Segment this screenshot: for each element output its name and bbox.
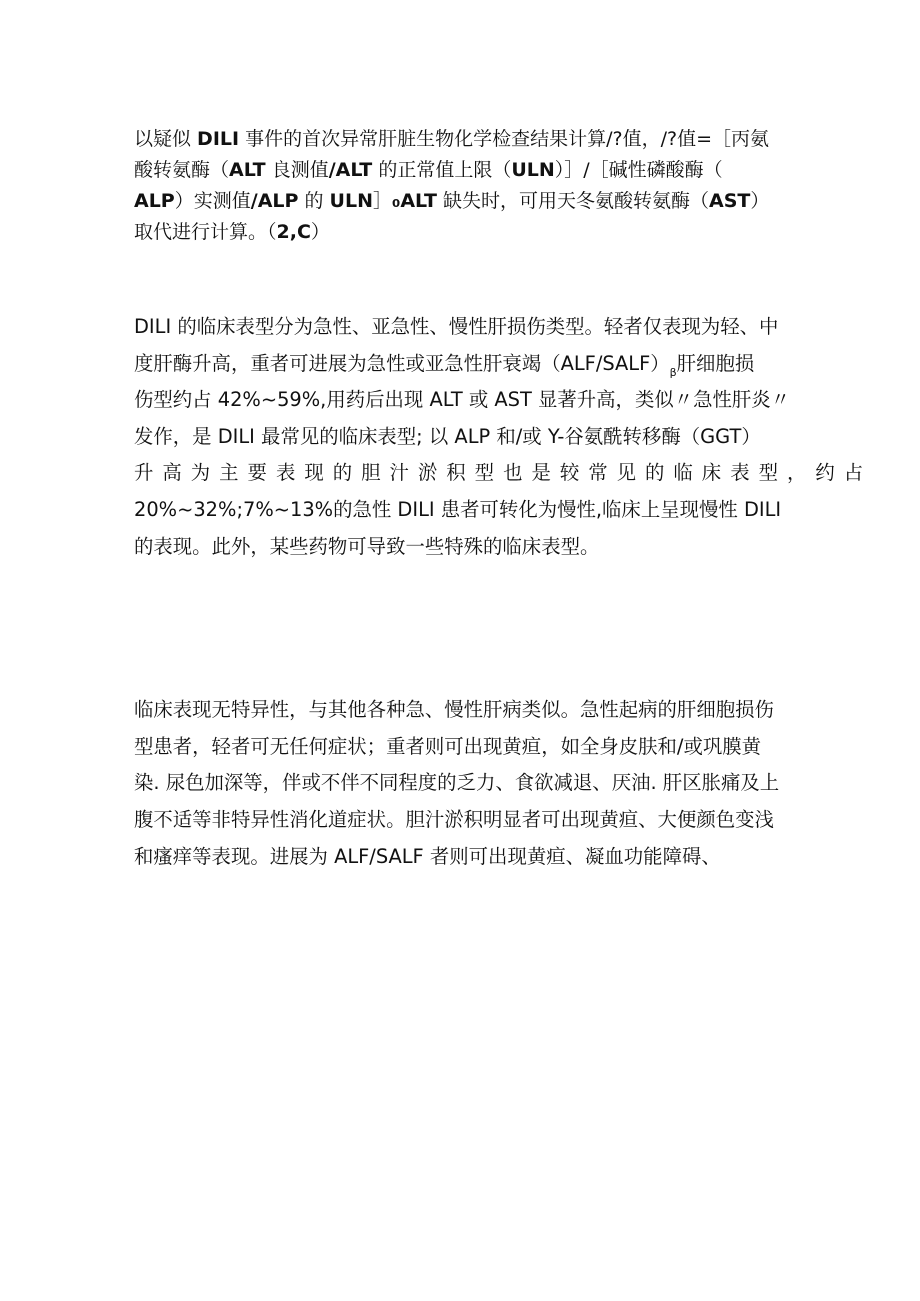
text-run: ）: [750, 190, 770, 212]
text-line: [134, 124, 794, 155]
bold-text-run: ₀ALT: [392, 190, 437, 212]
text-run: 和瘙痒等表现。进展为 ALF/SALF 者则可出现黄疸、凝血功能障碍、: [134, 844, 721, 868]
bold-text-run: ULN: [329, 190, 373, 212]
text-run: DILI 的临床表型分为急性、亚急性、慢性肝损伤类型。轻者仅表现为轻、中: [134, 315, 779, 338]
text-run: 20%~32%;7%~13%的急性 DILI 患者可转化为慢性,临床上呈现慢性 DILI: [134, 497, 782, 521]
text-line: [134, 419, 794, 456]
text-run: 的表现。此外，某些药物可导致一些特殊的临床表型。: [134, 534, 600, 558]
text-run: 伤型约占 42%~59%,用药后出现 ALT 或 AST 显著升高，类似〃急性肝炎〃: [134, 388, 791, 412]
text-run: 临床表现无特异性，与其他各种急、慢性肝病类似。急性起病的肝细胞损伤: [134, 698, 774, 721]
text-run: ）实测值: [174, 190, 251, 212]
text-run: 取代进行计算。（: [134, 221, 277, 243]
text-run: 型患者，轻者可无任何症状；重者则可出现黄疸，如全身皮肤和/或巩膜黄: [134, 734, 762, 758]
text-line: [134, 186, 794, 217]
text-run: 良测值: [265, 159, 329, 181]
text-run: 腹不适等非特异性消化道症状。胆汁淤积明显者可出现黄疸、大便颜色变浅: [134, 808, 774, 832]
text-run: 发作，是 DILI 最常见的临床表型; 以 ALP 和/或 Y-谷氨酰转移酶（GGT）: [134, 424, 761, 448]
text-line: [134, 155, 794, 186]
text-line: [134, 492, 794, 529]
text-line: [134, 765, 794, 802]
text-run: β: [669, 365, 677, 379]
bold-text-run: ALP: [134, 190, 175, 212]
text-run: ）］/［碱性磷酸酶（: [554, 159, 723, 181]
bold-text-run: DILI: [197, 128, 240, 150]
bold-text-run: /ALP: [250, 190, 299, 212]
text-line: [134, 382, 794, 419]
text-line: [134, 802, 794, 839]
text-line: [134, 346, 794, 383]
text-line: [134, 839, 794, 876]
text-line: [134, 692, 794, 729]
text-run: 酸转氨酶（: [134, 159, 230, 181]
text-line: [134, 309, 794, 346]
text-run: 的: [298, 190, 330, 212]
bold-text-run: /ALT: [328, 159, 373, 181]
text-run: 染. 尿色加深等，伴或不伴不同程度的乏力、食欲减退、厌油. 肝区胀痛及上: [134, 771, 780, 795]
text-run: 肝细胞损: [676, 351, 755, 375]
clinical-types-paragraph: [134, 309, 873, 565]
text-run: 升高为主要表现的胆汁淤积型也是较常见的临床表型，约占: [134, 461, 873, 485]
text-run: 的正常值上限（: [372, 159, 512, 181]
text-run: 事件的首次异常肝脏生物化学检查结果计算/?值，/?值=［丙氨: [239, 128, 770, 150]
formula-paragraph: [134, 124, 794, 248]
text-run: 度肝酶升高，重者可进展为急性或亚急性肝衰竭（ALF/SALF）: [134, 351, 670, 375]
text-run: ］: [372, 190, 392, 212]
manifestations-paragraph: [134, 692, 794, 875]
text-line: [134, 529, 794, 566]
bold-text-run: 2,C: [276, 221, 311, 243]
text-run: 以疑似: [134, 128, 198, 150]
text-line: [134, 455, 873, 492]
text-line: [134, 729, 794, 766]
bold-text-run: AST: [709, 190, 751, 212]
text-run: 缺失时，可用天冬氨酸转氨酶（: [436, 190, 709, 212]
bold-text-run: ULN: [511, 159, 555, 181]
bold-text-run: ALT: [229, 159, 266, 181]
text-run: ）: [310, 221, 330, 243]
text-line: [134, 217, 794, 248]
